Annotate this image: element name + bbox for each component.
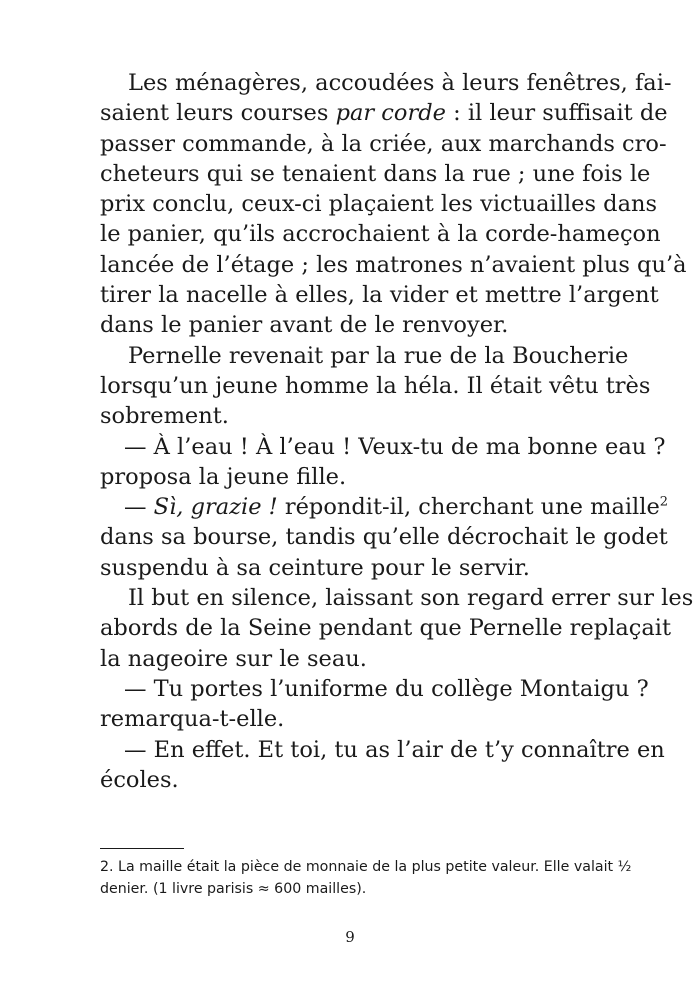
footnote-divider xyxy=(100,848,184,849)
text-line: cheteurs qui se tenaient dans la rue ; une fois le xyxy=(100,160,651,187)
text-line: — En effet. Et toi, tu as l’air de t’y connaître en xyxy=(124,736,665,763)
text-fragment: — xyxy=(124,494,154,521)
text-line: sobrement. xyxy=(100,403,229,430)
text-line: Pernelle revenait par la rue de la Boucherie xyxy=(128,342,629,369)
footnote xyxy=(100,856,632,900)
text-line xyxy=(100,98,668,128)
footnote-ref: 2 xyxy=(659,494,669,510)
text-line: — À l’eau ! À l’eau ! Veux-tu de ma bonne eau ? xyxy=(124,433,666,460)
text-line: suspendu à sa ceinture pour le servir. xyxy=(100,554,530,581)
text-line: passer commande, à la criée, aux marchands cro- xyxy=(100,130,667,157)
text-line: Les ménagères, accoudées à leurs fenêtres, fai- xyxy=(128,70,672,96)
text-line: dans sa bourse, tandis qu’elle décrochait le godet xyxy=(100,524,668,551)
italic-term: par corde xyxy=(335,100,446,127)
text-line: dans le panier avant de le renvoyer. xyxy=(100,312,509,339)
text-line: tirer la nacelle à elles, la vider et mettre l’argent xyxy=(100,282,659,309)
footnote-line: 2. La maille était la pièce de monnaie de la plus petite valeur. Elle valait ½ xyxy=(100,859,632,875)
page-number: 9 xyxy=(345,928,355,946)
text-line: écoles. xyxy=(100,766,179,793)
text-line: la nageoire sur le seau. xyxy=(100,645,367,672)
text-line: remarqua-t-elle. xyxy=(100,706,285,733)
main-text xyxy=(100,68,694,795)
italic-term: Sì, grazie ! xyxy=(153,494,278,521)
text-line xyxy=(100,492,669,522)
text-line: lorsqu’un jeune homme la héla. Il était vêtu très xyxy=(100,372,651,399)
footnote-line: denier. (1 livre parisis ≈ 600 mailles). xyxy=(100,881,367,897)
text-line: proposa la jeune fille. xyxy=(100,463,347,490)
text-line: prix conclu, ceux-ci plaçaient les victuailles dans xyxy=(100,191,658,218)
text-fragment: répondit-il, cherchant une maille xyxy=(277,494,660,521)
text-line: — Tu portes l’uniforme du collège Montaigu ? xyxy=(124,675,649,702)
text-line: lancée de l’étage ; les matrones n’avaient plus qu’à xyxy=(100,251,687,278)
text-line: le panier, qu’ils accrochaient à la corde-hameçon xyxy=(100,221,661,248)
text-fragment: : il leur suffisait de xyxy=(445,100,668,127)
text-line: Il but en silence, laissant son regard errer sur les xyxy=(128,585,694,612)
text-line: abords de la Seine pendant que Pernelle replaçait xyxy=(100,615,672,642)
text-fragment: saient leurs courses xyxy=(100,100,336,127)
